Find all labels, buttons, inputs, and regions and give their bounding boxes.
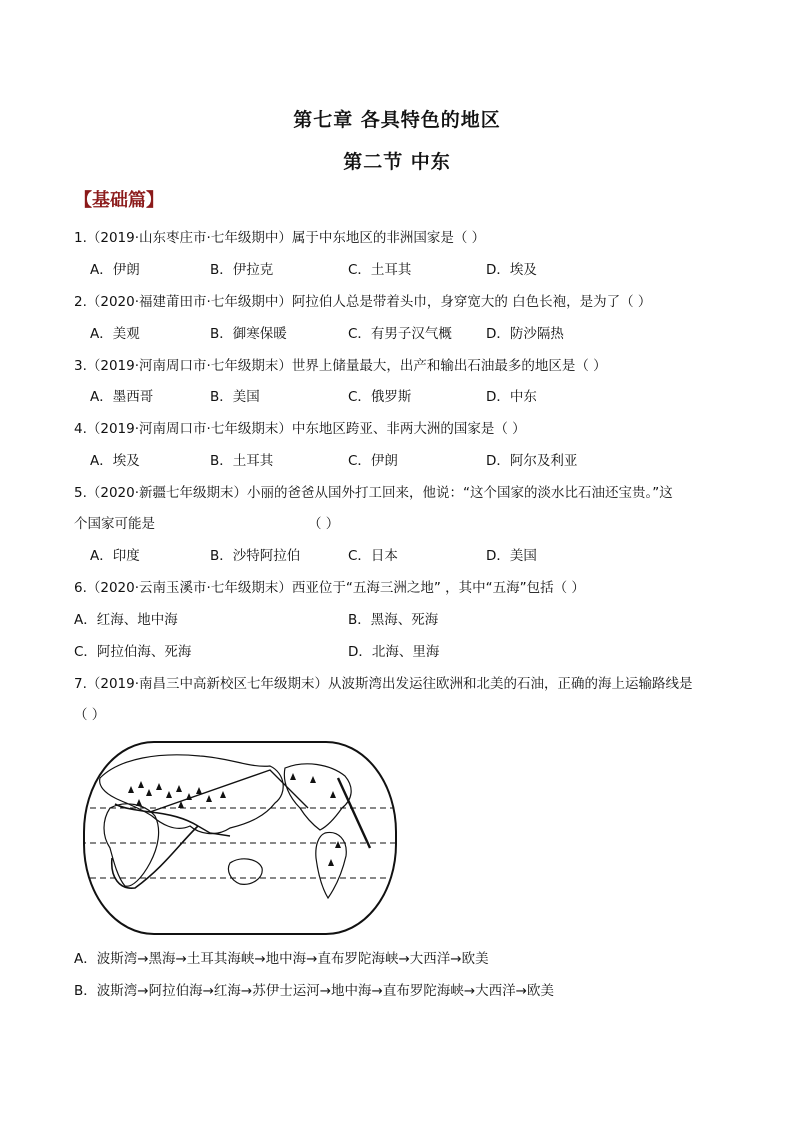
question-5-stem: 5.（2020·新疆七年级期末）小丽的爸爸从国外打工回来，他说：“这个国家的淡水比石油还宝贵。”这	[74, 485, 673, 501]
question-1-option-b[interactable]: B．伊拉克	[210, 262, 274, 278]
question-6-stem: 6.（2020·云南玉溪市·七年级期末）西亚位于“五海三洲之地” ，其中“五海”包括（ ）	[74, 580, 585, 596]
question-2-option-a[interactable]: A．美观	[90, 326, 140, 342]
question-1-option-d[interactable]: D．埃及	[486, 262, 537, 278]
question-5-option-b[interactable]: B．沙特阿拉伯	[210, 548, 301, 564]
question-3-option-c[interactable]: C．俄罗斯	[348, 389, 412, 405]
question-3-stem: 3.（2019·河南周口市·七年级期末）世界上储量最大，出产和输出石油最多的地区是（ ）	[74, 358, 607, 374]
question-5-option-d[interactable]: D．美国	[486, 548, 537, 564]
world-map-figure	[80, 738, 400, 938]
question-5-stem-continued: 个国家可能是	[74, 516, 155, 532]
question-1-option-a[interactable]: A．伊朗	[90, 262, 140, 278]
question-1-option-c[interactable]: C．土耳其	[348, 262, 412, 278]
question-6-option-a[interactable]: A．红海、地中海	[74, 612, 178, 628]
level-label: 【基础篇】	[74, 190, 164, 211]
question-5-option-c[interactable]: C．日本	[348, 548, 398, 564]
question-6-option-b[interactable]: B．黑海、死海	[348, 612, 439, 628]
chapter-title: 第七章 各具特色的地区	[293, 109, 501, 131]
question-2-option-d[interactable]: D．防沙隔热	[486, 326, 564, 342]
question-4-option-d[interactable]: D．阿尔及利亚	[486, 453, 578, 469]
question-2-stem: 2.（2020·福建莆田市·七年级期中）阿拉伯人总是带着头巾，身穿宽大的 白色长袍，是为了（ ）	[74, 294, 652, 310]
section-title: 第二节 中东	[343, 151, 451, 173]
question-6-option-c[interactable]: C．阿拉伯海、死海	[74, 644, 192, 660]
question-3-option-b[interactable]: B．美国	[210, 389, 260, 405]
question-3-option-a[interactable]: A．墨西哥	[90, 389, 154, 405]
question-3-option-d[interactable]: D．中东	[486, 389, 537, 405]
question-7-stem: 7.（2019·南昌三中高新校区七年级期末）从波斯湾出发运往欧洲和北美的石油，正确的海上运输路线是	[74, 676, 693, 692]
question-4-option-b[interactable]: B．土耳其	[210, 453, 274, 469]
question-5-answer-bracket: （ ）	[308, 516, 340, 532]
question-7-option-b[interactable]: B．波斯湾→阿拉伯海→红海→苏伊士运河→地中海→直布罗陀海峡→大西洋→欧美	[74, 983, 554, 999]
question-4-option-c[interactable]: C．伊朗	[348, 453, 398, 469]
question-7-option-a[interactable]: A．波斯湾→黑海→土耳其海峡→地中海→直布罗陀海峡→大西洋→欧美	[74, 951, 489, 967]
question-5-option-a[interactable]: A．印度	[90, 548, 140, 564]
question-6-option-d[interactable]: D．北海、里海	[348, 644, 440, 660]
question-4-option-a[interactable]: A．埃及	[90, 453, 140, 469]
question-4-stem: 4.（2019·河南周口市·七年级期末）中东地区跨亚、非两大洲的国家是（ ）	[74, 421, 526, 437]
question-2-option-b[interactable]: B．御寒保暖	[210, 326, 287, 342]
question-7-stem-continued: （ ）	[74, 707, 106, 723]
question-1-stem: 1.（2019·山东枣庄市·七年级期中）属于中东地区的非洲国家是（ ）	[74, 230, 486, 246]
question-2-option-c[interactable]: C．有男子汉气概	[348, 326, 452, 342]
